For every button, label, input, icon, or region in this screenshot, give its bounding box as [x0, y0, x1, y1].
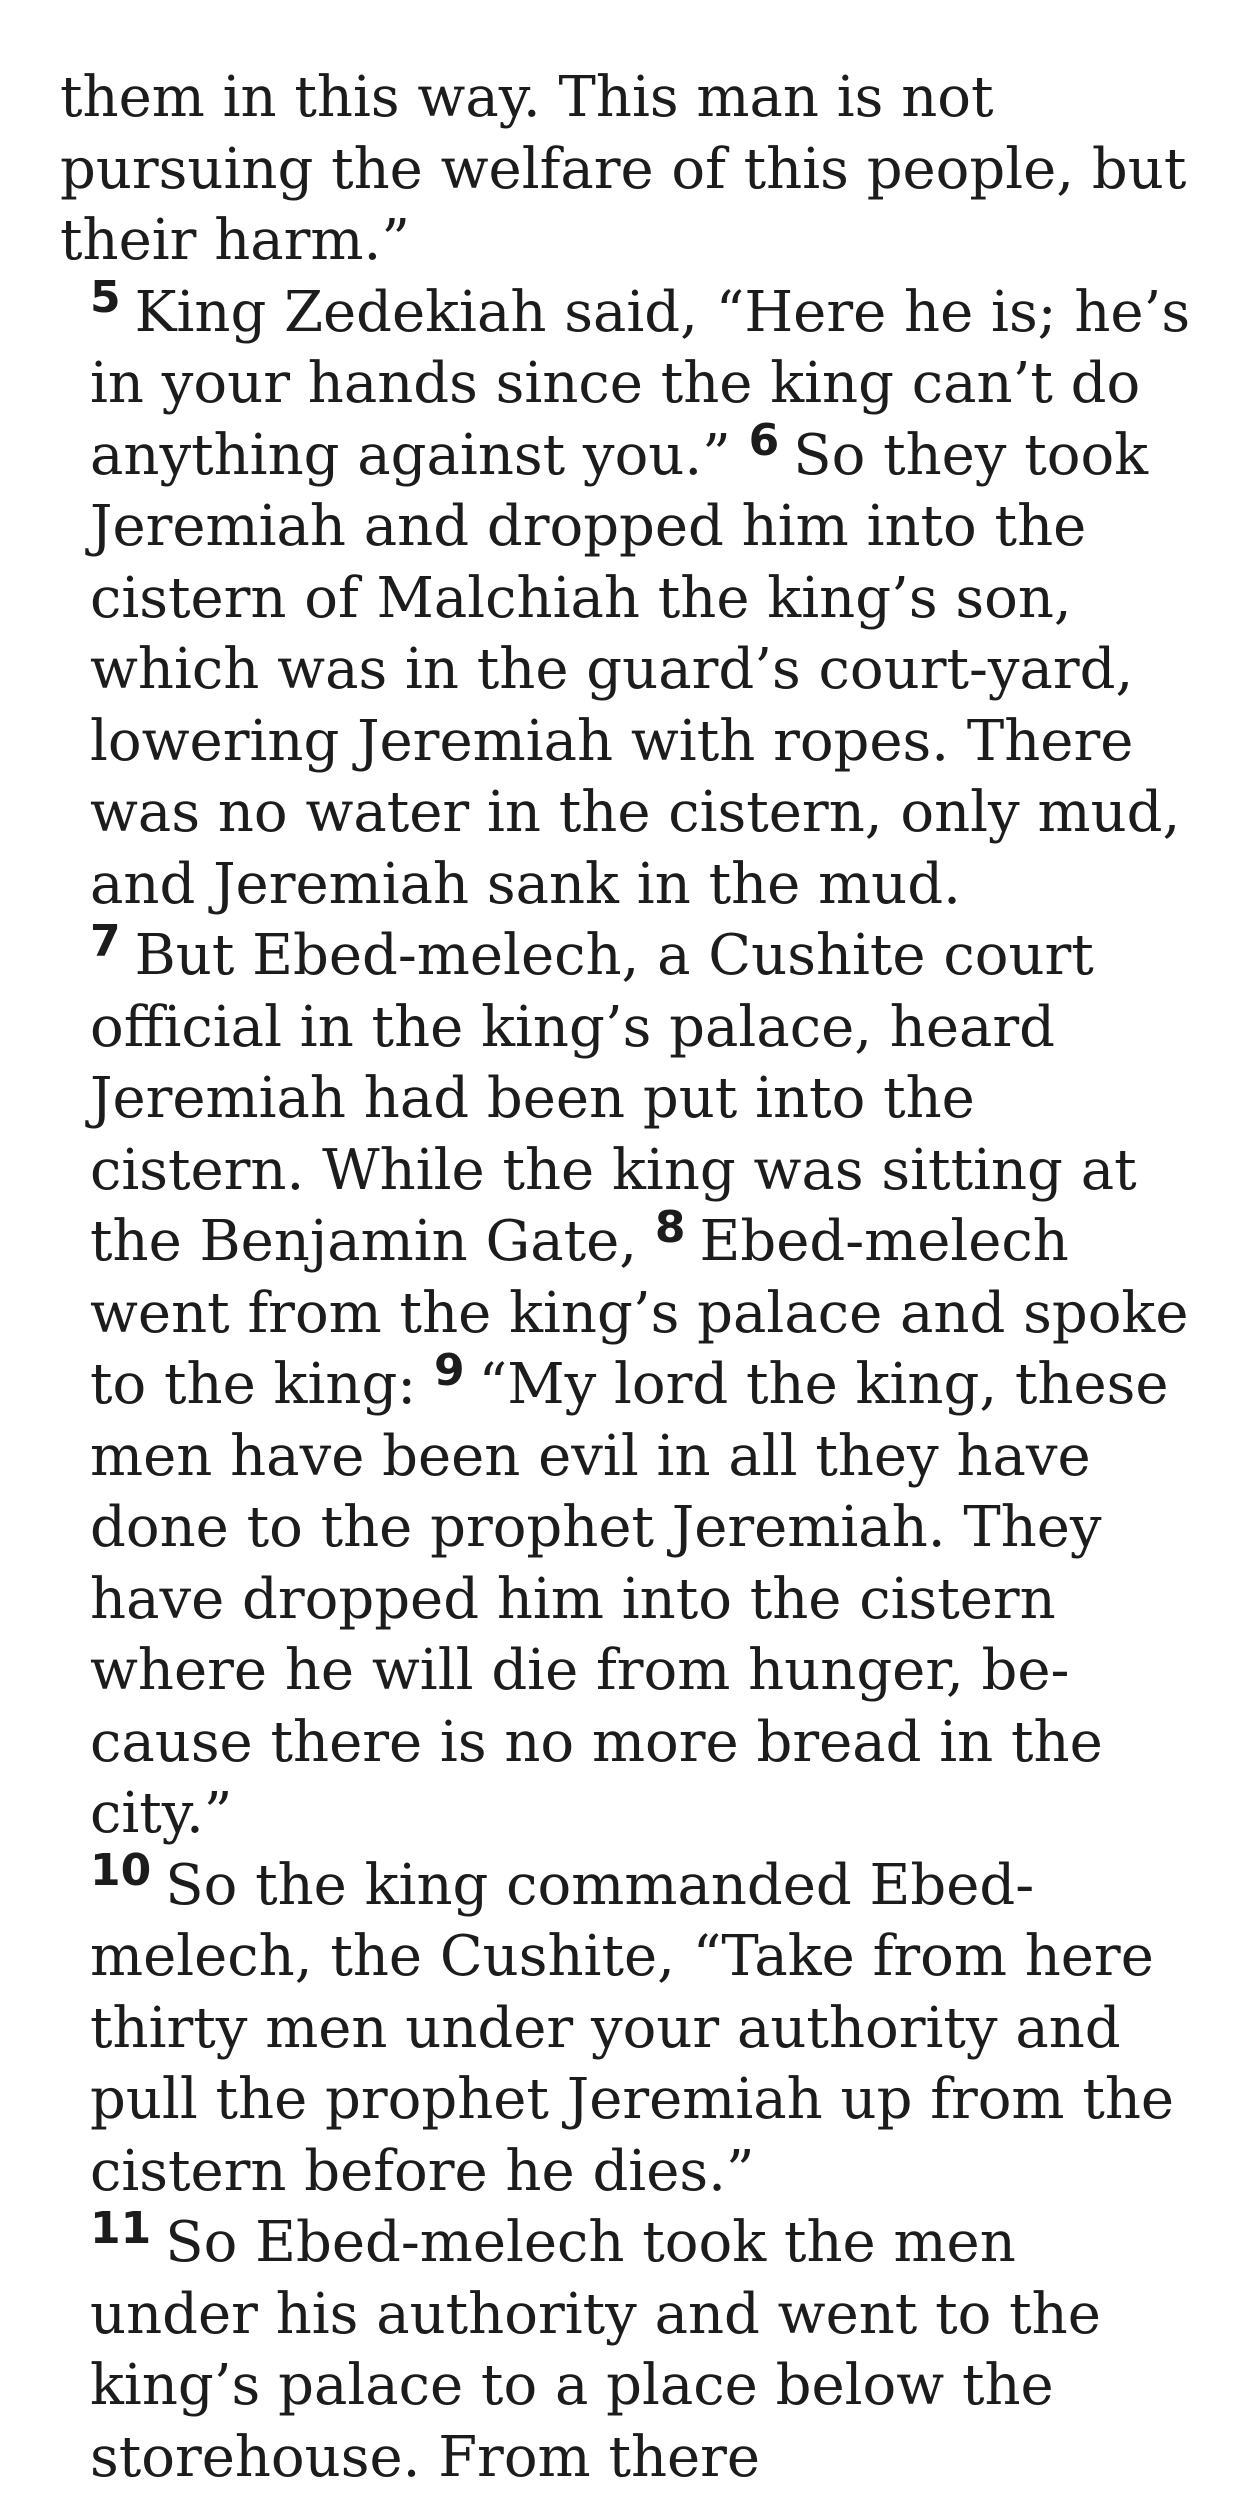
- verse-text-6: So they took Jeremiah and dropped him into the cistern of Malchiah the king’s son, which was in the guard’s court-yard, lowering Jeremiah with ropes. There was no water in the cistern, only mud, and Jeremiah sank in the mud.: [90, 422, 1181, 917]
- verse-text-5: King Zedekiah said, “Here he is; he’s in your hands since the king can’t do anything against you.”: [90, 279, 1191, 488]
- verse-text-7: But Ebed-melech, a Cushite court official in the king’s palace, heard Jeremiah had been put into the cistern. While the king was sitting at the Benjamin Gate,: [90, 923, 1137, 1274]
- verse-number-8[interactable]: 8: [654, 1201, 686, 1253]
- verse-number-10[interactable]: 10: [90, 1845, 152, 1897]
- verse-text-10: So the king commanded Ebed-melech, the Cushite, “Take from here thirty men under your authority and pull the prophet Jeremiah up from the cistern before he dies.”: [90, 1852, 1175, 2204]
- verse-number-7[interactable]: 7: [90, 915, 121, 967]
- paragraph-verse-7: [60, 915, 1200, 1850]
- verse-number-5[interactable]: 5: [90, 272, 121, 324]
- verse-text-8: Ebed-melech went from the king’s palace and spoke to the king:: [90, 1209, 1189, 1417]
- reader-text-area: [60, 62, 1200, 2493]
- verse-number-6[interactable]: 6: [748, 415, 780, 467]
- paragraph-verse-10: [60, 1845, 1200, 2208]
- paragraph-continued: [60, 62, 1200, 277]
- verse-number-9[interactable]: 9: [433, 1344, 465, 1396]
- paragraph-verse-11: [60, 2202, 1200, 2493]
- verse-text-4-end: them in this way. This man is not pursuing the welfare of this people, but their harm.”: [60, 65, 1187, 273]
- verse-text-11: So Ebed-melech took the men under his authority and went to the king’s palace to a place below the storehouse. From there: [90, 2210, 1101, 2490]
- paragraph-verse-5: [60, 272, 1200, 921]
- verse-text-9: “My lord the king, these men have been evil in all they have done to the prophet Jeremiah. They have dropped him into the cistern where he will die from hunger, be-cause there is no more bread in the city.”: [90, 1352, 1169, 1846]
- verse-number-11[interactable]: 11: [90, 2202, 152, 2254]
